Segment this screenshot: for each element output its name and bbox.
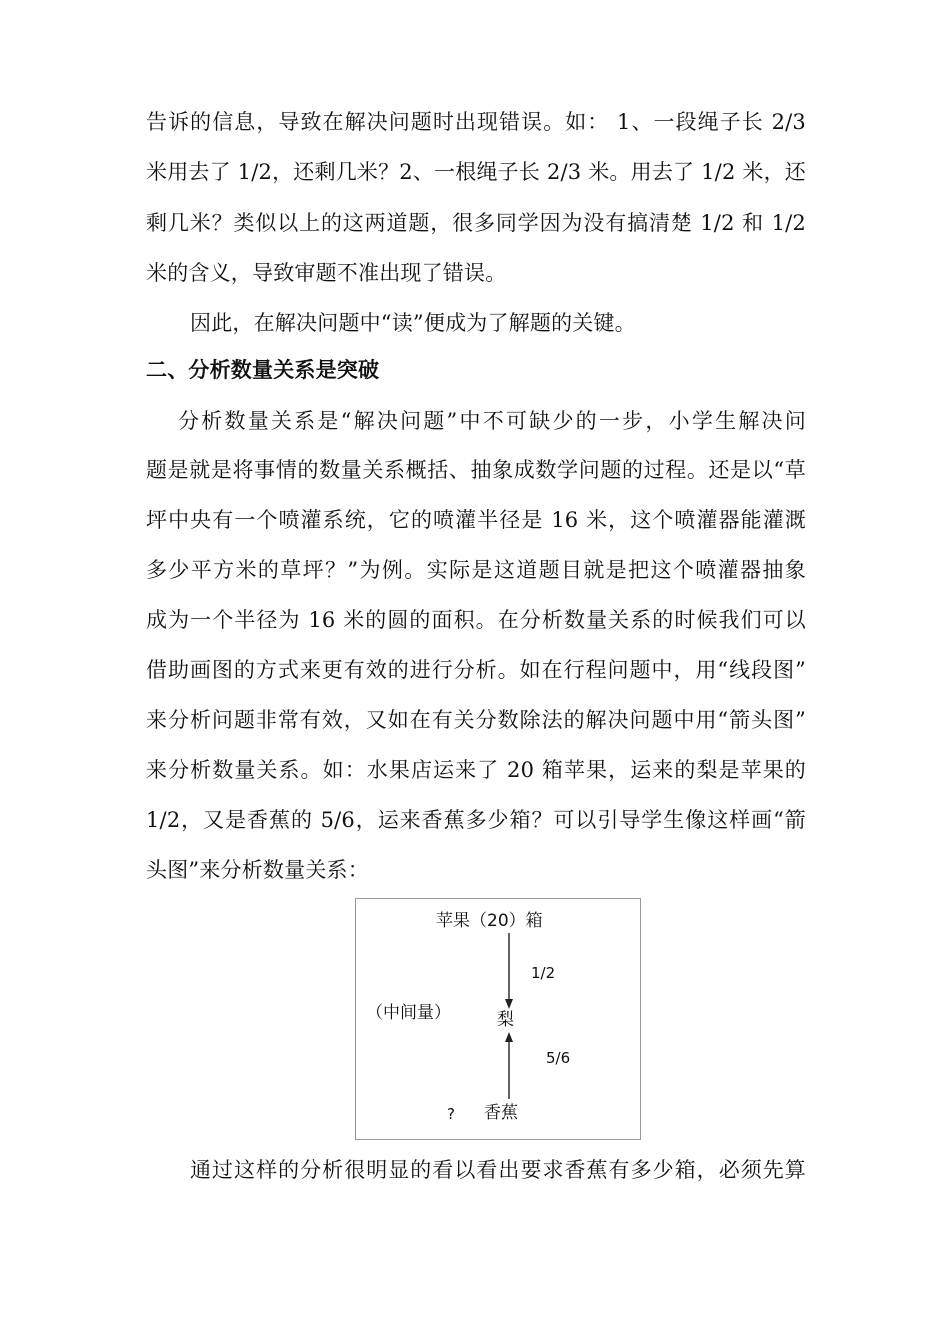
text-line: 米的含义，导致审题不准出现了错误。 bbox=[146, 261, 507, 285]
arrow-head-down bbox=[505, 999, 513, 1009]
text-line: 通过这样的分析很明显的看以看出要求香蕉有多少箱，必须先算 bbox=[190, 1158, 806, 1182]
text-line: 头图”来分析数量关系： bbox=[146, 858, 369, 882]
fraction-bottom-label: 5/6 bbox=[546, 1049, 571, 1067]
text-line: 多少平方米的草坪？”为例。实际是这道题目就是把这个喷灌器抽象 bbox=[146, 558, 806, 582]
text-line: 坪中央有一个喷灌系统，它的喷灌半径是 16 米，这个喷灌器能灌溉 bbox=[146, 508, 806, 532]
fraction-top-label: 1/2 bbox=[531, 964, 556, 982]
text-line: 题是就是将事情的数量关系概括、抽象成数学问题的过程。还是以“草 bbox=[146, 458, 806, 482]
question-mark-label: ? bbox=[447, 1105, 455, 1123]
text-line: 因此，在解决问题中“读”便成为了解题的关键。 bbox=[190, 311, 636, 335]
text-line: 米用去了 1/2，还剩几米？2、一根绳子长 2/3 米。用去了 1/2 米，还 bbox=[146, 160, 806, 184]
arrow-diagram bbox=[355, 898, 641, 1140]
section-heading: 二、分析数量关系是突破 bbox=[146, 358, 380, 382]
text-line: 告诉的信息，导致在解决问题时出现错误。如： 1、一段绳子长 2/3 bbox=[146, 110, 806, 134]
apple-label: 苹果（20）箱 bbox=[436, 911, 543, 931]
text-line: 分析数量关系是“解决问题”中不可缺少的一步，小学生解决问 bbox=[178, 409, 806, 433]
pear-label: 梨 bbox=[497, 1010, 514, 1030]
arrow-head-up bbox=[505, 1032, 513, 1042]
text-line: 1/2，又是香蕉的 5/6，运来香蕉多少箱？可以引导学生像这样画“箭 bbox=[146, 808, 806, 832]
banana-label: 香蕉 bbox=[484, 1103, 518, 1123]
text-line: 剩几米？类似以上的这两道题，很多同学因为没有搞清楚 1/2 和 1/2 bbox=[146, 211, 806, 235]
text-line: 成为一个半径为 16 米的圆的面积。在分析数量关系的时候我们可以 bbox=[146, 608, 806, 632]
text-line: 借助画图的方式来更有效的进行分析。如在行程问题中，用“线段图” bbox=[146, 658, 806, 682]
middle-quantity-label: （中间量） bbox=[366, 1003, 451, 1023]
text-line: 来分析数量关系。如：水果店运来了 20 箱苹果，运来的梨是苹果的 bbox=[146, 758, 806, 782]
text-line: 来分析问题非常有效，又如在有关分数除法的解决问题中用“箭头图” bbox=[146, 708, 806, 732]
